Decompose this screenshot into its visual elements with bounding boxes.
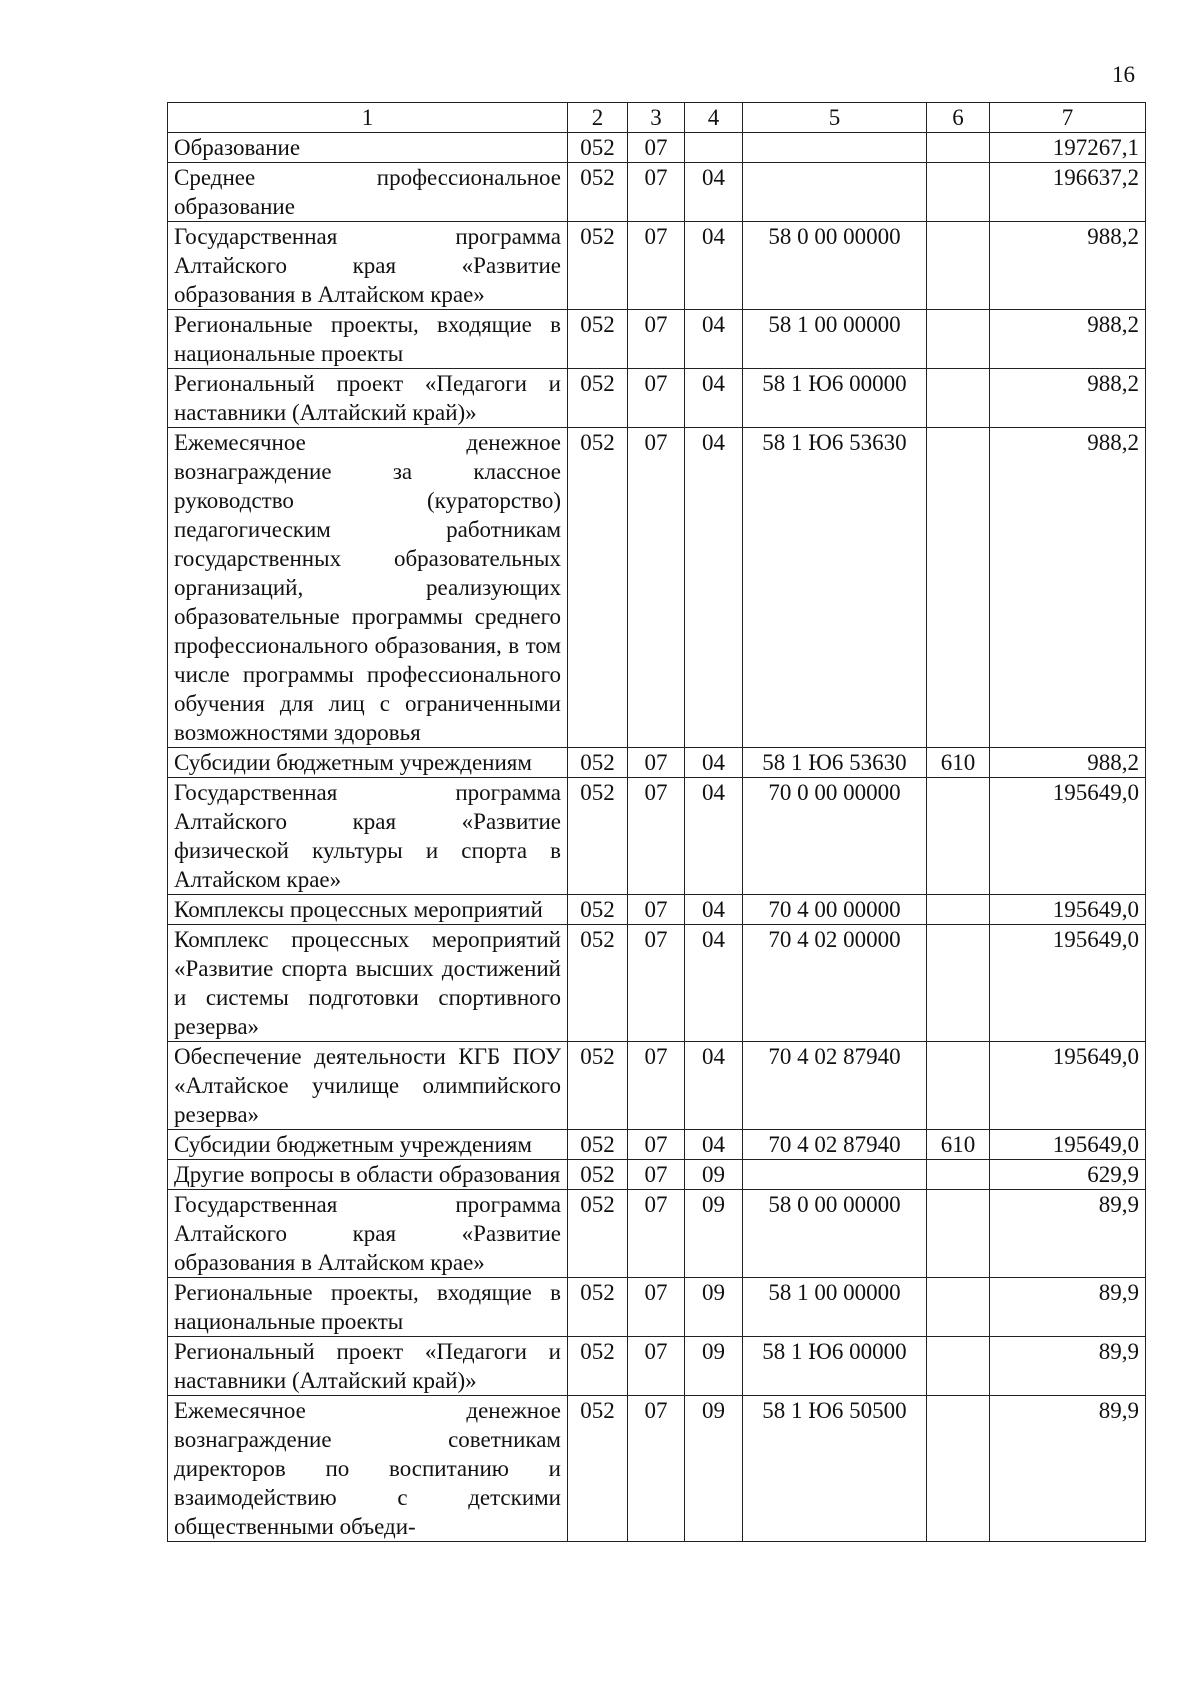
budget-table [167,102,1146,1542]
col-5-cell: 58 0 00 00000 [743,1190,927,1278]
col-2-cell: 052 [568,1190,628,1278]
col-5-cell: 70 4 02 87940 [743,1042,927,1130]
col-4-cell: 09 [685,1190,743,1278]
col-3-cell: 07 [628,925,685,1042]
col-7-cell: 89,9 [990,1396,1146,1542]
col-4-cell: 04 [685,895,743,925]
col-5-cell: 70 4 00 00000 [743,895,927,925]
col-6-cell [927,1396,990,1542]
column-header-2: 2 [568,103,628,133]
table-row [168,163,1146,222]
col-3-cell: 07 [628,1130,685,1160]
row-name: Региональный проект «Педагоги и наставники (Алтайский край)» [168,369,568,428]
col-4-cell: 04 [685,428,743,748]
col-4-cell: 04 [685,748,743,778]
table-row [168,925,1146,1042]
col-3-cell: 07 [628,1190,685,1278]
col-3-cell: 07 [628,1396,685,1542]
col-2-cell: 052 [568,778,628,895]
col-6-cell [927,1160,990,1190]
col-2-cell: 052 [568,925,628,1042]
table-row [168,222,1146,310]
col-6-cell [927,133,990,163]
col-4-cell: 04 [685,925,743,1042]
col-6-cell [927,925,990,1042]
table-row [168,1278,1146,1337]
table-row [168,1396,1146,1542]
col-2-cell: 052 [568,895,628,925]
col-5-cell [743,133,927,163]
col-6-cell [927,895,990,925]
col-3-cell: 07 [628,163,685,222]
col-2-cell: 052 [568,310,628,369]
col-7-cell: 988,2 [990,310,1146,369]
col-4-cell: 04 [685,778,743,895]
col-3-cell: 07 [628,222,685,310]
col-6-cell [927,1190,990,1278]
column-header-1: 1 [168,103,568,133]
column-header-7: 7 [990,103,1146,133]
col-5-cell: 70 0 00 00000 [743,778,927,895]
col-7-cell: 195649,0 [990,778,1146,895]
column-header-4: 4 [685,103,743,133]
col-6-cell [927,163,990,222]
col-2-cell: 052 [568,1160,628,1190]
col-7-cell: 89,9 [990,1337,1146,1396]
table-row [168,369,1146,428]
row-name: Комплекс процессных мероприятий «Развитие спорта высших достижений и системы подготовки спортивного резерва» [168,925,568,1042]
col-2-cell: 052 [568,1337,628,1396]
col-2-cell: 052 [568,1278,628,1337]
col-3-cell: 07 [628,428,685,748]
row-name: Региональный проект «Педагоги и наставники (Алтайский край)» [168,1337,568,1396]
col-3-cell: 07 [628,1278,685,1337]
col-7-cell: 197267,1 [990,133,1146,163]
table-body [168,133,1146,1542]
col-5-cell: 58 1 Ю6 53630 [743,748,927,778]
col-6-cell [927,222,990,310]
table-header-row [168,103,1146,133]
col-7-cell: 89,9 [990,1190,1146,1278]
col-6-cell [927,428,990,748]
table-row [168,133,1146,163]
col-2-cell: 052 [568,222,628,310]
col-5-cell: 70 4 02 87940 [743,1130,927,1160]
row-name: Обеспечение деятельности КГБ ПОУ «Алтайское училище олимпийского резерва» [168,1042,568,1130]
col-2-cell: 052 [568,748,628,778]
row-name: Образование [168,133,568,163]
row-name: Государственная программа Алтайского края «Развитие образования в Алтайском крае» [168,222,568,310]
table-row [168,895,1146,925]
row-name: Субсидии бюджетным учреждениям [168,1130,568,1160]
col-7-cell: 988,2 [990,369,1146,428]
col-4-cell: 04 [685,222,743,310]
col-3-cell: 07 [628,133,685,163]
col-7-cell: 195649,0 [990,925,1146,1042]
col-5-cell [743,1160,927,1190]
col-6-cell [927,310,990,369]
col-6-cell: 610 [927,1130,990,1160]
col-7-cell: 988,2 [990,222,1146,310]
col-7-cell: 195649,0 [990,1042,1146,1130]
table-row [168,1160,1146,1190]
col-6-cell [927,1337,990,1396]
col-5-cell: 58 0 00 00000 [743,222,927,310]
col-6-cell [927,369,990,428]
col-6-cell [927,1278,990,1337]
col-3-cell: 07 [628,748,685,778]
col-4-cell: 09 [685,1337,743,1396]
col-7-cell: 89,9 [990,1278,1146,1337]
col-3-cell: 07 [628,895,685,925]
col-6-cell: 610 [927,748,990,778]
col-3-cell: 07 [628,1337,685,1396]
col-2-cell: 052 [568,1042,628,1130]
col-3-cell: 07 [628,1042,685,1130]
col-2-cell: 052 [568,163,628,222]
col-4-cell: 04 [685,1042,743,1130]
table-row [168,310,1146,369]
column-header-3: 3 [628,103,685,133]
col-3-cell: 07 [628,1160,685,1190]
row-name: Ежемесячное денежное вознаграждение за классное руководство (кураторство) педагогическим работникам государственных образовательных организаций, реализующих образовательные программы среднего профессионального образования, в том числе программы профессионального обучения для лиц с ограниченными возможностями здоровья [168,428,568,748]
table-row [168,428,1146,748]
col-7-cell: 988,2 [990,748,1146,778]
col-5-cell: 58 1 00 00000 [743,1278,927,1337]
row-name: Комплексы процессных мероприятий [168,895,568,925]
col-4-cell: 04 [685,310,743,369]
col-5-cell: 58 1 Ю6 00000 [743,1337,927,1396]
col-2-cell: 052 [568,369,628,428]
table-row [168,748,1146,778]
col-2-cell: 052 [568,428,628,748]
col-4-cell: 04 [685,369,743,428]
row-name: Ежемесячное денежное вознаграждение советникам директоров по воспитанию и взаимодействию с детскими общественными объеди- [168,1396,568,1542]
row-name: Другие вопросы в области образования [168,1160,568,1190]
table-row [168,1042,1146,1130]
col-5-cell: 58 1 Ю6 00000 [743,369,927,428]
col-2-cell: 052 [568,133,628,163]
col-4-cell [685,133,743,163]
row-name: Государственная программа Алтайского края «Развитие образования в Алтайском крае» [168,1190,568,1278]
col-7-cell: 988,2 [990,428,1146,748]
row-name: Среднее профессиональное образование [168,163,568,222]
col-4-cell: 09 [685,1396,743,1542]
col-4-cell: 09 [685,1160,743,1190]
table-row [168,1337,1146,1396]
col-7-cell: 195649,0 [990,895,1146,925]
col-2-cell: 052 [568,1130,628,1160]
col-2-cell: 052 [568,1396,628,1542]
col-7-cell: 195649,0 [990,1130,1146,1160]
row-name: Государственная программа Алтайского края «Развитие физической культуры и спорта в Алтайском крае» [168,778,568,895]
row-name: Региональные проекты, входящие в национальные проекты [168,1278,568,1337]
col-3-cell: 07 [628,778,685,895]
column-header-5: 5 [743,103,927,133]
col-6-cell [927,1042,990,1130]
table-row [168,1190,1146,1278]
page-number: 16 [1112,62,1135,87]
column-header-6: 6 [927,103,990,133]
col-3-cell: 07 [628,369,685,428]
col-3-cell: 07 [628,310,685,369]
col-4-cell: 04 [685,163,743,222]
col-7-cell: 196637,2 [990,163,1146,222]
col-5-cell: 58 1 00 00000 [743,310,927,369]
col-7-cell: 629,9 [990,1160,1146,1190]
col-5-cell: 70 4 02 00000 [743,925,927,1042]
table-row [168,1130,1146,1160]
col-5-cell: 58 1 Ю6 53630 [743,428,927,748]
row-name: Субсидии бюджетным учреждениям [168,748,568,778]
col-6-cell [927,778,990,895]
col-5-cell [743,163,927,222]
col-4-cell: 04 [685,1130,743,1160]
col-4-cell: 09 [685,1278,743,1337]
col-5-cell: 58 1 Ю6 50500 [743,1396,927,1542]
row-name: Региональные проекты, входящие в национальные проекты [168,310,568,369]
table-row [168,778,1146,895]
